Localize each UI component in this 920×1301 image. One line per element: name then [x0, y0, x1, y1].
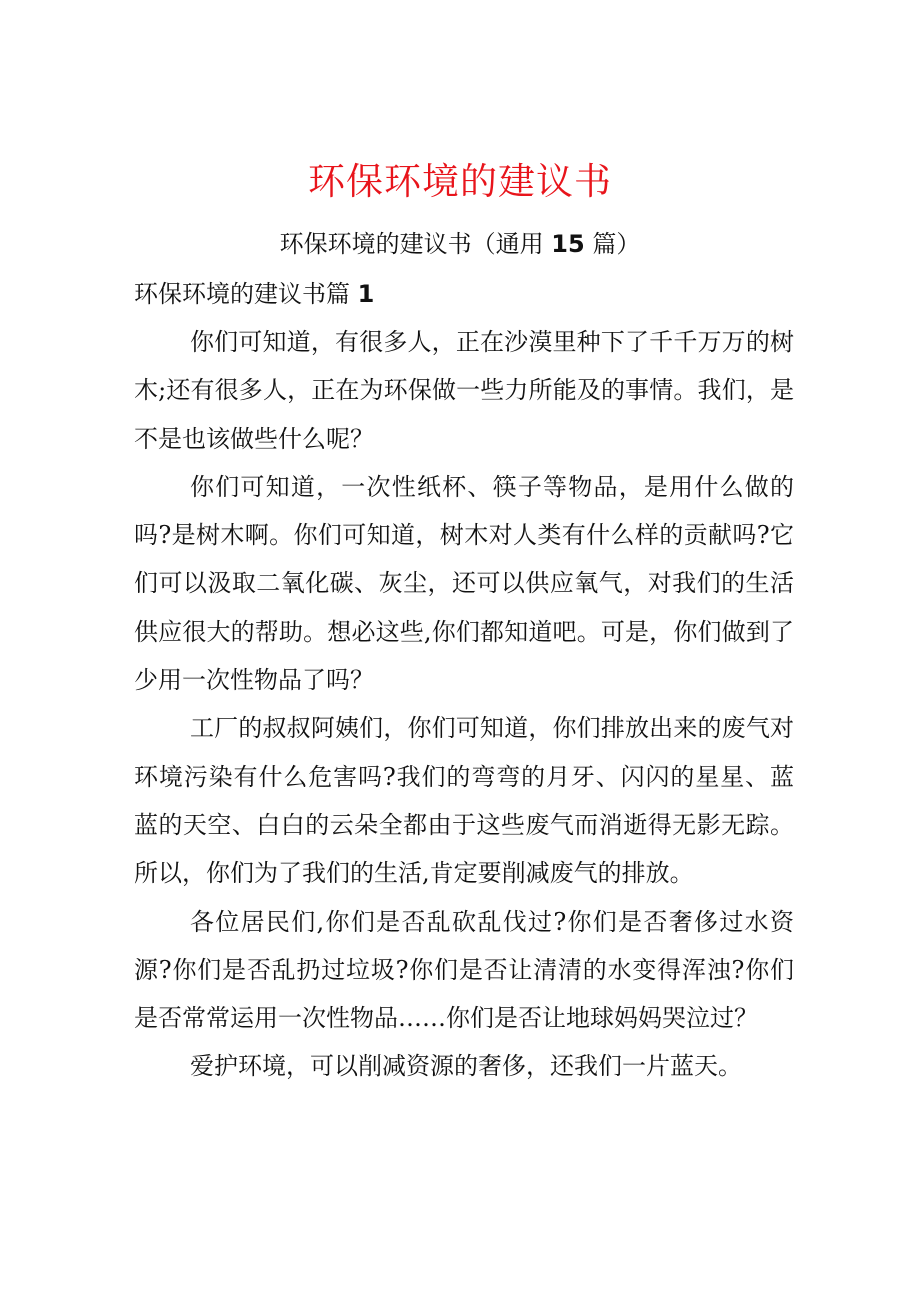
- document-subtitle: [0, 226, 920, 262]
- paragraph-4: 各位居民们,你们是否乱砍乱伐过?你们是否奢侈过水资源?你们是否乱扔过垃圾?你们是否让清清的水变得浑浊?你们是否常常运用一次性物品……你们是否让地球妈妈哭泣过？: [134, 907, 794, 1033]
- paragraph-3: 工厂的叔叔阿姨们，你们可知道，你们排放出来的废气对环境污染有什么危害吗?我们的弯弯的月牙、闪闪的星星、蓝蓝的天空、白白的云朵全都由于这些废气而消逝得无影无踪。所以，你们为了我们的生活,肯定要削减废气的排放。: [134, 714, 794, 888]
- section-heading-prefix: 环保环境的建议书篇: [134, 280, 350, 308]
- document-title: 环保环境的建议书: [308, 160, 612, 203]
- section-heading: [134, 276, 374, 312]
- section-heading-number: 1: [357, 280, 375, 308]
- paragraph-1: 你们可知道，有很多人，正在沙漠里种下了千千万万的树木;还有很多人，正在为环保做一些力所能及的事情。我们，是不是也该做些什么呢？: [134, 328, 794, 453]
- subtitle-number: 15: [551, 230, 585, 258]
- paragraph-5: 爱护环境，可以削减资源的奢侈，还我们一片蓝天。: [190, 1052, 742, 1081]
- subtitle-prefix: 环保环境的建议书（通用: [279, 230, 544, 258]
- paragraph-2: 你们可知道，一次性纸杯、筷子等物品，是用什么做的吗?是树木啊。你们可知道，树木对人类有什么样的贡献吗?它们可以汲取二氧化碳、灰尘，还可以供应氧气，对我们的生活供应很大的帮助。想必这些,你们都知道吧。可是，你们做到了少用一次性物品了吗？: [134, 472, 794, 695]
- subtitle-suffix: 篇）: [592, 230, 641, 258]
- document-body: [134, 318, 794, 1091]
